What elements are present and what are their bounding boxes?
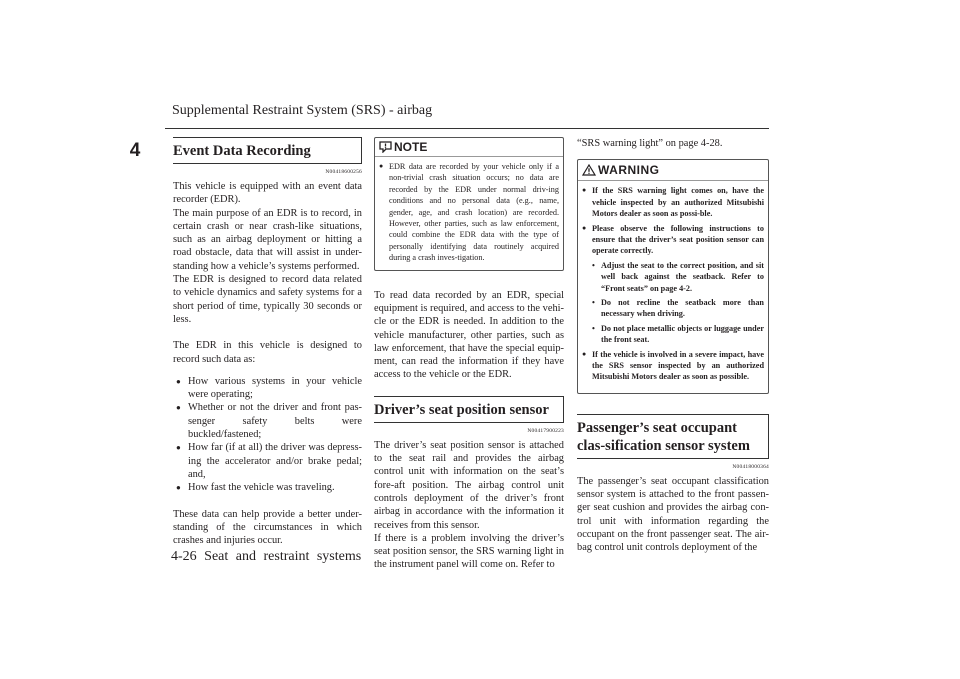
doc-code: N00417900223 [527,427,564,434]
body-text [374,289,564,382]
warning-subitem: • Do not recline the seatback more than necessary when driving. [592,297,764,320]
info-icon [379,141,392,153]
section-heading-event-data-recording: Event Data Recording [173,137,362,164]
paragraph: To read data recorded by an EDR, special equipment is required, and access to the vehi-cle or the EDR is needed. In addition to the vehicle manufacturer, other parties, such as law enforcement, that have the special equip-ment, can read the information if they have access to the vehicle or the EDR. [374,289,564,381]
paragraph: “SRS warning light” on page 4-28. [577,138,723,149]
warning-item: ● If the SRS warning light comes on, have the vehicle inspected by an authorized Mitsubishi Motors dealer as soon as possi-ble. [582,185,764,219]
warning-item-text: Please observe the following instructions to ensure that the driver’s seat position sensor can operate correctly. [592,223,764,256]
section-heading-passengers-seat-occupant-classification: Passenger’s seat occupant clas-sification sensor system [577,414,769,459]
warning-item: ● If the vehicle is involved in a severe impact, have the SRS sensor inspected by an authorized Mitsubishi Motors dealer as soon as possible. [582,349,764,383]
warning-triangle-icon [582,164,596,176]
warning-label: WARNING [598,163,660,178]
body-text [173,180,362,547]
note-text: ● EDR data are recorded by your vehicle only if a non-trivial crash situation occurs; no data are recorded by the EDR under normal driv-ing conditions and no personal data (e.g., name, gender, age, and crash location) are recorded. However, other parties, such as law enforcement, could combine the EDR data with the type of personally identifying data routinely acquired during a crash inves-tigation. [379,161,559,264]
header-rule [165,128,769,129]
warning-header [578,160,768,181]
list-item: ● How fast the vehicle was traveling. [173,481,362,494]
paragraph: This vehicle is equipped with an event data recorder (EDR). [173,181,362,206]
note-label: NOTE [394,140,428,154]
paragraph: The EDR in this vehicle is designed to record such data as: [173,340,362,365]
warning-box [577,159,769,394]
page-number: 4-26 [171,549,197,564]
running-header: Supplemental Restraint System (SRS) - airbag [172,103,433,118]
warning-body [578,181,768,393]
warning-subitem: • Adjust the seat to the correct position, and sit well back against the seatback. Refer to “Front seats” on page 4-2. [592,260,764,294]
doc-code: N00418000364 [732,463,769,470]
list-item: ● How far (if at all) the driver was depress-ing the accelerator and/or brake pedal; and, [173,441,362,481]
warning-item [582,223,764,346]
paragraph: The passenger’s seat occupant classification sensor system is attached to the front passen-ger seat cushion and provides the airbag con-trol unit with information regarding the occupant on the front passenger seat. The air-bag control unit controls deployment of the [577,475,769,554]
body-text [577,475,769,555]
note-box [374,137,564,271]
doc-code: N00418600256 [325,169,362,175]
note-header [375,138,563,157]
column-2 [374,137,564,572]
paragraph: The EDR is designed to record data related to vehicle dynamics and safety systems for a short period of time, typically 30 seconds or less. [173,274,362,325]
paragraph: The driver’s seat position sensor is attached to the seat rail and provides the airbag control unit with information on the seat’s fore-aft position. The airbag control unit controls deployment of the driver’s front airbag in accordance with the information it receives from this sensor. [374,439,564,531]
note-body [375,157,563,270]
body-text [374,439,564,572]
footer-section-title: Seat and restraint systems [204,549,362,564]
body-text [577,137,769,150]
paragraph: If there is a problem involving the driver’s seat position sensor, the SRS warning light in the instrument panel will come on. Refer to [374,532,564,571]
warning-subitem: • Do not place metallic objects or luggage under the front seat. [592,323,764,346]
chapter-tab: 4 [129,140,141,161]
paragraph: The main purpose of an EDR is to record, in certain crash or near crash-like situations, such as an airbag deployment or hitting a road obstacle, data that will assist in under-standing how a vehicle’s systems performed. [173,207,362,272]
paragraph: These data can help provide a better under-standing of the circumstances in which crashes and injuries occur. [173,508,362,547]
footer [171,549,361,565]
column-1 [173,137,362,547]
list-item: ● How various systems in your vehicle were operating; [173,375,362,402]
column-3 [577,137,769,555]
section-heading-drivers-seat-position-sensor: Driver’s seat position sensor [374,396,564,423]
bullet-list [173,375,362,495]
list-item: ● Whether or not the driver and front pas-senger safety belts were buckled/fastened; [173,401,362,441]
